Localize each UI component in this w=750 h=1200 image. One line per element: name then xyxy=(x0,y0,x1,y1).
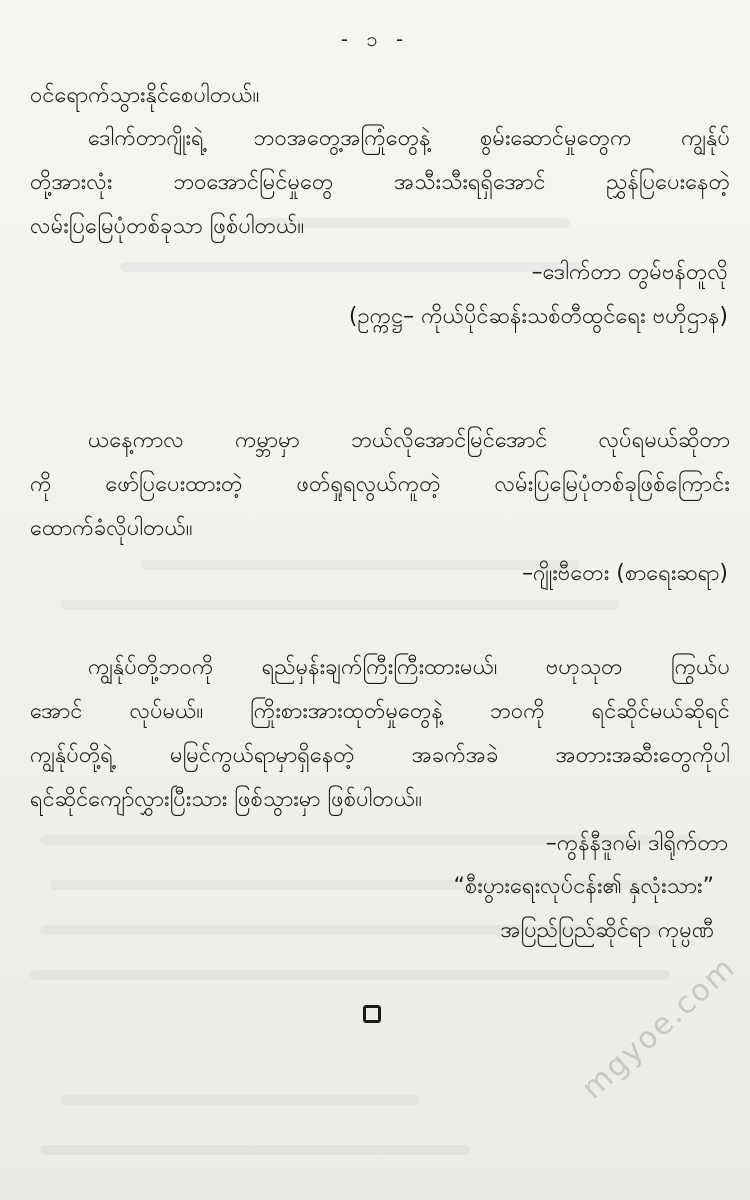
quote-3-line-1: ကျွန်ုပ်တို့ဘဝကို ရည်မှန်းချက်ကြီးကြီးထားမယ်၊ ဗဟုသုတ ကြွယ်ပ xyxy=(88,655,730,680)
quote-1-author: –ဒေါက်တာ တွမ်ဗန်တူလို xyxy=(531,260,728,285)
quote-3-affiliation-line-1: “စီးပွားရေးလုပ်ငန်း၏ နှလုံးသား” xyxy=(453,874,714,899)
quote-2-line-2: ကို ဖော်ပြပေးထားတဲ့ ဖတ်ရှုရလွယ်ကူတဲ့ လမ်းပြမြေပုံတစ်ခုဖြစ်ကြောင်း xyxy=(30,472,730,497)
quote-1-line-2: တို့အားလုံး ဘဝအောင်မြင်မှုတွေ အသီးသီးရရှိအောင် ညွှန်ပြပေးနေတဲ့ xyxy=(30,170,730,195)
quote-1-affiliation: (ဥက္ကဋ္ဌ– ကိုယ်ပိုင်ဆန်းသစ်တီထွင်ရေး ဗဟိုဌာန) xyxy=(348,304,728,329)
quote-3-line-2: အောင် လုပ်မယ်။ ကြိုးစားအားထုတ်မှုတွေနဲ့ ဘဝကို ရင်ဆိုင်မယ်ဆိုရင် xyxy=(30,699,730,724)
quote-2-author: –ဂျိုးဗီတေး (စာရေးဆရာ) xyxy=(521,561,728,586)
paragraph-1-line-1: ဝင်ရောက်သွားနိုင်စေပါတယ်။ xyxy=(30,83,260,108)
quote-2-line-1: ယနေ့ကာလ ကမ္ဘာမှာ ဘယ်လိုအောင်မြင်အောင် လုပ်ရမယ်ဆိုတာ xyxy=(88,428,730,453)
quote-3-author: –ကွန်နီဒူဂမ်၊ ဒါရိုက်တာ xyxy=(545,831,728,856)
quote-2-line-3: ထောက်ခံလိုပါတယ်။ xyxy=(30,516,193,541)
end-of-section-box-icon xyxy=(363,1005,381,1023)
quote-3-affiliation-line-2: အပြည်ပြည်ဆိုင်ရာ ကုမ္ပဏီ xyxy=(500,918,714,943)
quote-1-line-1: ဒေါက်တာဂျိုးရဲ့ ဘဝအတွေ့အကြုံတွေနဲ့ စွမ်းဆောင်မှုတွေက ကျွန်ုပ် xyxy=(88,126,730,151)
quote-3-line-3: ကျွန်ုပ်တို့ရဲ့ မမြင်ကွယ်ရာမှာရှိနေတဲ့ အခက်အခဲ အတားအဆီးတွေကိုပါ xyxy=(30,743,730,768)
quote-1-line-3: လမ်းပြမြေပုံတစ်ခုသာ ဖြစ်ပါတယ်။ xyxy=(30,214,305,239)
page-number: - ၁ - xyxy=(340,27,410,51)
quote-3-line-4: ရင်ဆိုင်ကျော်လွှားပြီးသား ဖြစ်သွားမှာ ဖြစ်ပါတယ်။ xyxy=(30,787,422,812)
watermark: mgyoe.com xyxy=(575,949,743,1107)
